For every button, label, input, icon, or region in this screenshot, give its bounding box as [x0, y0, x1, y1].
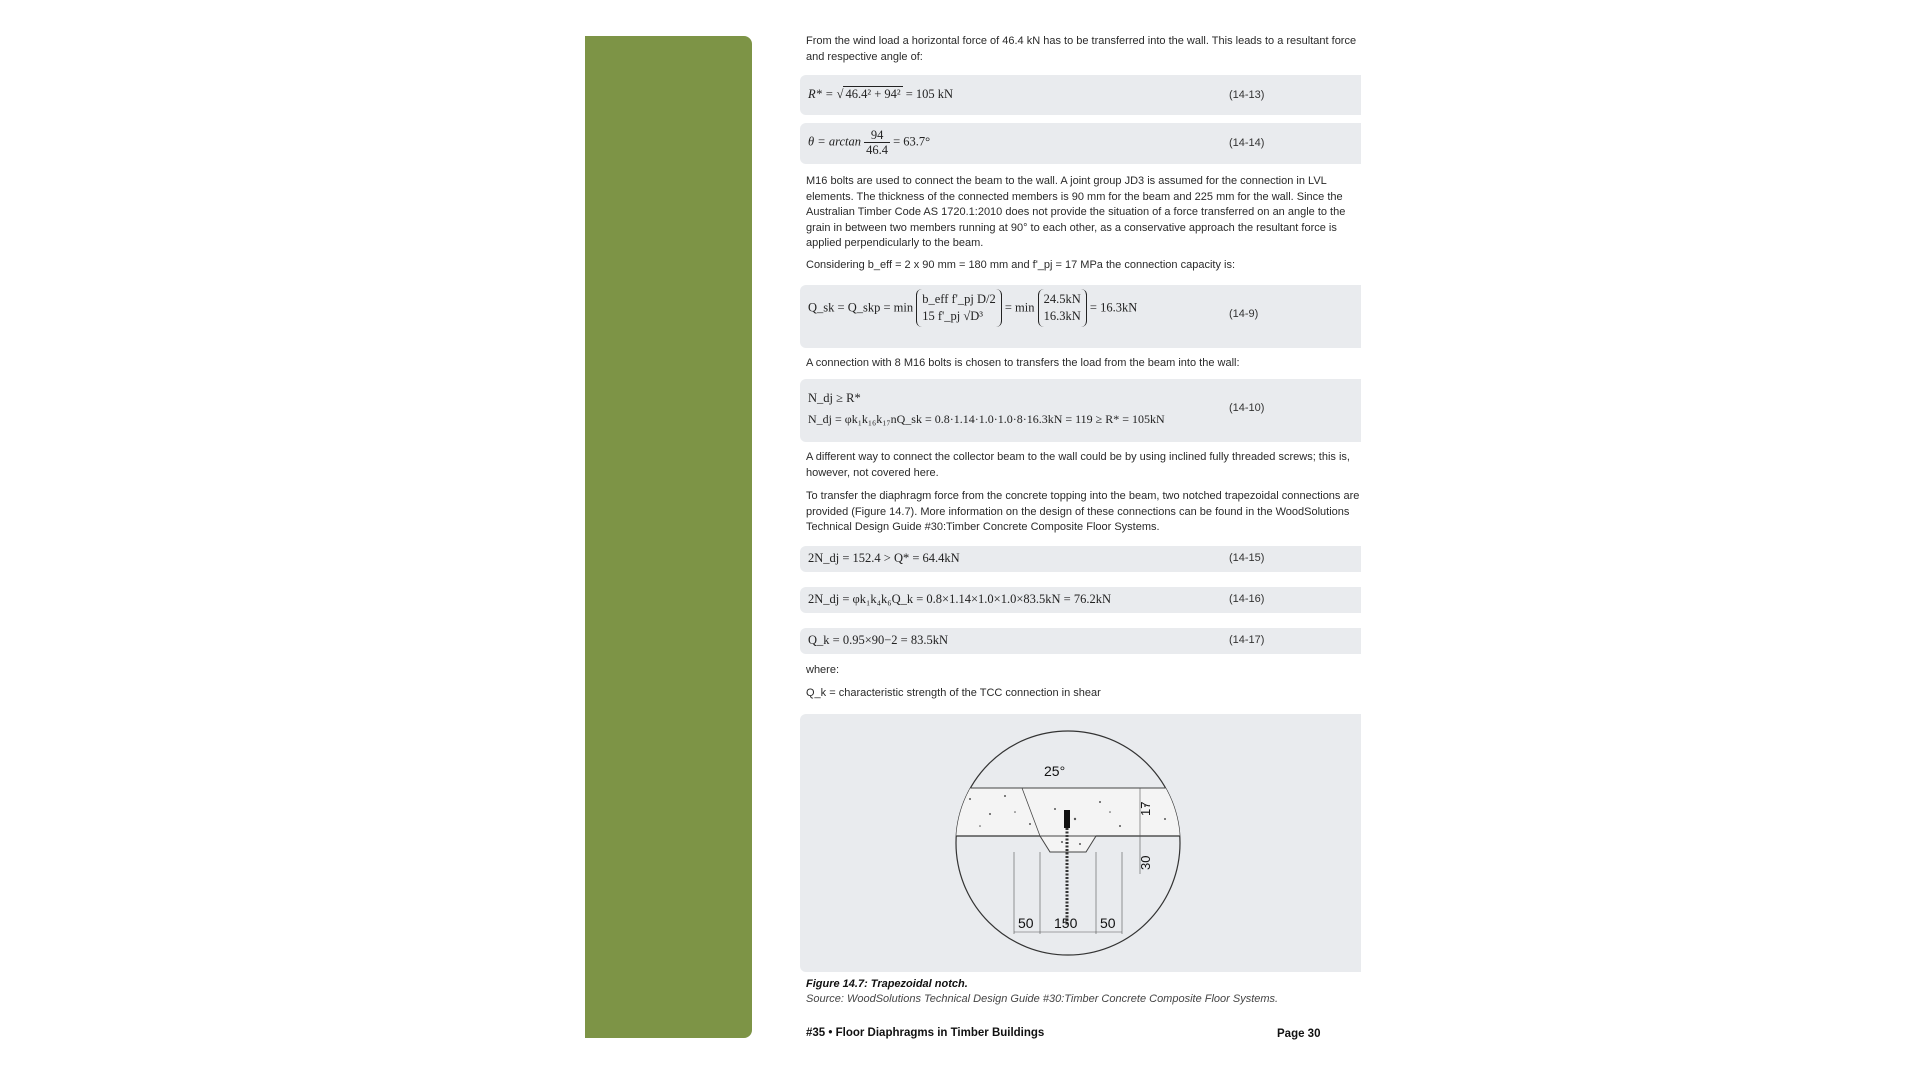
- equation-14-16: [800, 587, 1361, 613]
- figure-source: Source: WoodSolutions Technical Design Guide #30:Timber Concrete Composite Floor Systems.: [806, 993, 1279, 1005]
- dim-17-label: 17: [1138, 801, 1153, 816]
- equation-14-13-formula: R* = √ 46.4² + 94² = 105 kN: [808, 87, 954, 101]
- equation-14-9-formula: Q_sk = Q_skp = min b_eff f'_pj D/2 15 f'_pj √D³ = min 24.5kN 16.3kN = 16.3kN: [808, 289, 1137, 327]
- equation-number: (14-10): [1229, 402, 1265, 414]
- dim-30-label: 30: [1138, 855, 1153, 870]
- footer-title: #35 • Floor Diaphragms in Timber Buildings: [806, 1027, 1045, 1039]
- equation-14-16-formula: 2N_dj = φk₁k₄k₆Q_k = 0.8×1.14×1.0×1.0×83.5kN = 76.2kN: [808, 592, 1111, 606]
- equation-14-13: [800, 75, 1361, 115]
- equation-14-14-formula: θ = arctan $\frac{94}{46.4}$ = 63.7°: [808, 128, 931, 157]
- paragraph-considering: Considering b_eff = 2 x 90 mm = 180 mm and f'_pj = 17 MPa the connection capacity is:: [806, 259, 1235, 271]
- dim-50-left-label: 50: [1018, 915, 1034, 931]
- paragraph-bolts: M16 bolts are used to connect the beam to the wall. A joint group JD3 is assumed for the connection in LVL elements. The thickness of the connected members is 90 mm for the beam and 225 mm for the wall. Since the Australian Timber Code AS 1720.1:2010 does not provide the situation of a force transferred on an angle to the grain in between two members running at 90° to each other, as a conservative approach the resultant force is applied perpendicularly to the beam.: [806, 175, 1346, 249]
- paragraph-connection: A connection with 8 M16 bolts is chosen to transfers the load from the beam into the wall:: [806, 357, 1240, 369]
- equation-14-17-formula: Q_k = 0.95×90−2 = 83.5kN: [808, 633, 949, 647]
- equation-14-17: [800, 628, 1361, 654]
- equation-14-15: [800, 546, 1361, 572]
- equation-number: (14-14): [1229, 137, 1265, 149]
- angle-label: 25°: [1044, 763, 1066, 779]
- trapezoidal-notch-diagram: [800, 714, 1361, 972]
- paragraph-alternative: A different way to connect the collector beam to the wall could be by using inclined fully threaded screws; this is, however, not covered here.: [806, 451, 1350, 479]
- paragraph-wind-load: From the wind load a horizontal force of 46.4 kN has to be transferred into the wall. This leads to a resultant force and respective angle of:: [806, 35, 1357, 63]
- equation-14-14: [800, 123, 1361, 164]
- figure-box: [800, 714, 1361, 972]
- equation-number: (14-9): [1229, 308, 1259, 320]
- equation-number: (14-15): [1229, 552, 1265, 564]
- equation-number: (14-13): [1229, 89, 1265, 101]
- dim-150-label: 150: [1054, 915, 1078, 931]
- qk-definition: Q_k = characteristic strength of the TCC connection in shear: [806, 687, 1101, 699]
- equation-14-10-line1: N_dj ≥ R*: [808, 391, 861, 405]
- figure-caption: Figure 14.7: Trapezoidal notch.: [806, 978, 968, 990]
- paragraph-diaphragm: To transfer the diaphragm force from the concrete topping into the beam, two notched trapezoidal connections are provided (Figure 14.7). More information on the design of these connections can be found in the WoodSolutions Technical Design Guide #30:Timber Concrete Composite Floor Systems.: [806, 490, 1360, 533]
- equation-number: (14-17): [1229, 634, 1265, 646]
- dim-50-right-label: 50: [1100, 915, 1116, 931]
- equation-14-10: [800, 379, 1361, 442]
- green-sidebar: [585, 36, 752, 1038]
- equation-14-15-formula: 2N_dj = 152.4 > Q* = 64.4kN: [808, 551, 960, 565]
- where-label: where:: [806, 664, 840, 676]
- equation-14-10-line2: N_dj = φk₁k₁₆k₁₇nQ_sk = 0.8·1.14·1.0·1.0·8·16.3kN = 119 ≥ R* = 105kN: [808, 412, 1165, 426]
- footer-page-number: Page 30: [1277, 1028, 1321, 1040]
- equation-number: (14-16): [1229, 593, 1265, 605]
- equation-14-9: [800, 285, 1361, 348]
